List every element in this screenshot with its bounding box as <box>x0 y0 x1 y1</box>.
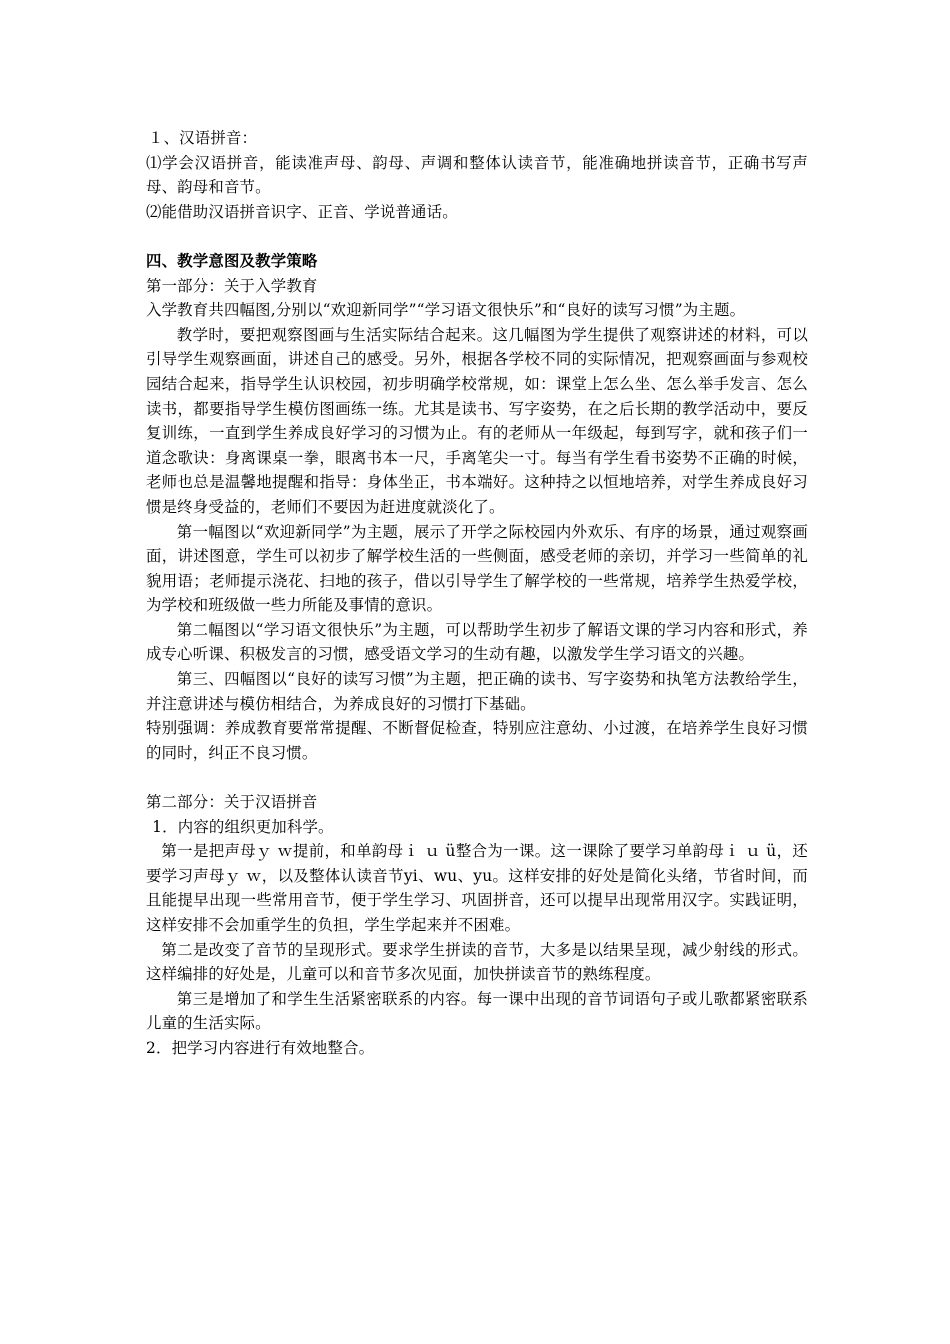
part-1-intro: 入学教育共四幅图,分别以“欢迎新同学”“学习语文很快乐”和“良好的读写习惯”为主题。 <box>146 301 746 320</box>
spacer <box>146 224 808 249</box>
section-1-title: １、汉语拼音： <box>148 129 258 147</box>
section-1-item-2: ⑵能借助汉语拼音识字、正音、学说普通话。 <box>146 202 458 221</box>
part-1-title: 第一部分：关于入学教育 <box>146 276 318 295</box>
part-2-paragraph-3: 第三是增加了和学生生活紧密联系的内容。每一课中出现的音节词语句子或儿歌都紧密联系儿童的生活实际。 <box>146 989 808 1033</box>
section-4-heading: 四、教学意图及教学策略 <box>146 251 318 270</box>
part-2-point-2: 2．把学习内容进行有效地整合。 <box>146 1038 375 1057</box>
section-1-item-1: ⑴学会汉语拼音，能读准声母、韵母、声调和整体认读音节，能准确地拼读音节，正确书写声母、韵母和音节。 <box>146 153 808 197</box>
part-1-paragraph-2: 第一幅图以“欢迎新同学”为主题，展示了开学之际校园内外欢乐、有序的场景，通过观察画面，讲述图意，学生可以初步了解学校生活的一些侧面，感受老师的亲切，并学习一些简单的礼貌用语；老师提示浇花、扫地的孩子，借以引导学生了解学校的一些常规，培养学生热爱学校，为学校和班级做一些力所能及事情的意识。 <box>146 522 808 615</box>
part-2-title: 第二部分：关于汉语拼音 <box>146 793 318 812</box>
part-1-paragraph-4: 第三、四幅图以“良好的读写习惯”为主题，把正确的读书、写字姿势和执笔方法教给学生，并注意讲述与模仿相结合，为养成良好的习惯打下基础。 <box>146 670 808 713</box>
part-1-paragraph-1: 教学时，要把观察图画与生活实际结合起来。这几幅图为学生提供了观察讲述的材料，可以引导学生观察画面，讲述自己的感受。另外，根据各学校不同的实际情况，把观察画面与参观校园结合起来，指导学生认识校园，初步明确学校常规，如：课堂上怎么坐、怎么举手发言、怎么读书，都要指导学生模仿图画练一练。尤其是读书、写字姿势，在之后长期的教学活动中，要反复训练，一直到学生养成良好学习的习惯为止。有的老师从一年级起，每到写字，就和孩子们一道念歌诀：身离课桌一拳，眼离书本一尺，手离笔尖一寸。每当有学生看书姿势不正确的时候，老师也总是温馨地提醒和指导：身体坐正，书本端好。这种持之以恒地培养，对学生养成良好习惯是终身受益的，老师们不要因为赶进度就淡化了。 <box>146 325 808 516</box>
part-1-paragraph-3: 第二幅图以“学习语文很快乐”为主题，可以帮助学生初步了解语文课的学习内容和形式，养成专心听课、积极发言的习惯，感受语文学习的生动有趣，以激发学生学习语文的兴趣。 <box>146 620 808 664</box>
spacer <box>146 765 808 790</box>
part-1-note: 特别强调：养成教育要常常提醒、不断督促检查，特别应注意幼、小过渡，在培养学生良好习惯的同时，纠正不良习惯。 <box>146 719 808 762</box>
document-page <box>146 126 808 1061</box>
part-2-paragraph-2: 第二是改变了音节的呈现形式。要求学生拼读的音节，大多是以结果呈现，减少射线的形式。这样编排的好处是，儿童可以和音节多次见面，加快拼读音节的熟练程度。 <box>146 940 808 984</box>
part-2-point-1: 1．内容的组织更加科学。 <box>152 817 334 836</box>
part-2-paragraph-1: 第一是把声母ｙ ｗ提前，和单韵母ｉ ｕ ü整合为一课。这一课除了要学习单韵母ｉ ｕ ü，还要学习声母ｙ ｗ，以及整体认读音节yi、wu、yu。这样安排的好处是简化头绪，节省时间，而且能提早出现一些常用音节，便于学生学习、巩固拼音，还可以提早出现常用汉字。实践证明，这样安排不会加重学生的负担，学生学起来并不困难。 <box>146 842 808 934</box>
